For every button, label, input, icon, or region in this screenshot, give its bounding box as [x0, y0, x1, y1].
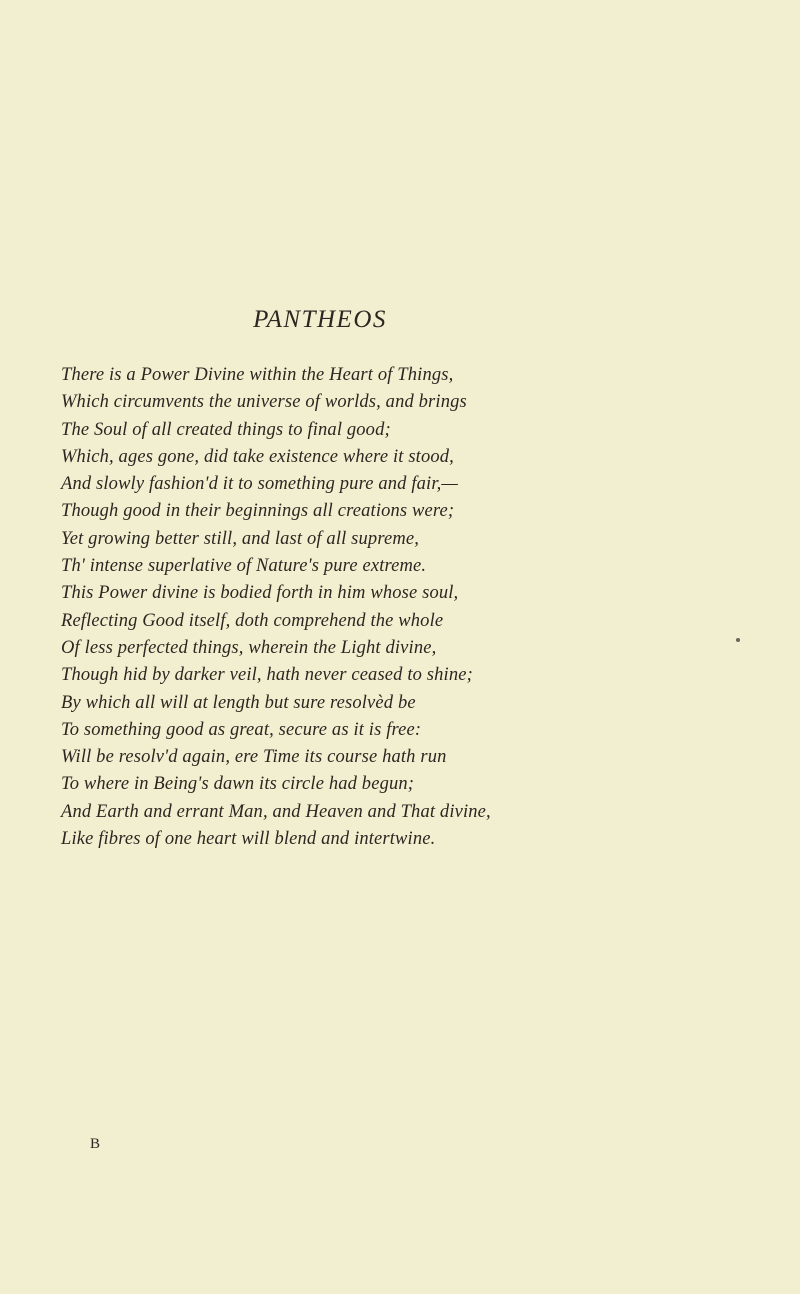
- poem-line: Which, ages gone, did take existence where it stood,: [61, 446, 454, 467]
- poem-line: Reflecting Good itself, doth comprehend the whole: [61, 610, 444, 631]
- poem-line: By which all will at length but sure resolvèd be: [61, 692, 416, 713]
- poem-body: [61, 362, 781, 853]
- poem-line: To where in Being's dawn its circle had begun;: [61, 774, 415, 795]
- poem-line: Th' intense superlative of Nature's pure extreme.: [61, 556, 427, 577]
- poem-line: Will be resolv'd again, ere Time its course hath run: [61, 747, 447, 768]
- poem-line: This Power divine is bodied forth in him whose soul,: [61, 583, 459, 604]
- poem-line: Like fibres of one heart will blend and intertwine.: [61, 829, 436, 850]
- poem-line: Which circumvents the universe of worlds, and brings: [61, 392, 467, 413]
- poem-line: Though hid by darker veil, hath never ceased to shine;: [61, 665, 473, 686]
- poem-line: Of less perfected things, wherein the Light divine,: [61, 637, 437, 658]
- poem-line: Though good in their beginnings all creations were;: [61, 501, 455, 522]
- poem-line: And slowly fashion'd it to something pure and fair,—: [61, 474, 459, 495]
- poem-line: The Soul of all created things to final good;: [61, 419, 391, 440]
- signature-mark: B: [90, 1136, 101, 1152]
- poem-line: And Earth and errant Man, and Heaven and That divine,: [61, 801, 491, 822]
- poem-line: Yet growing better still, and last of all supreme,: [61, 528, 419, 549]
- poem-title: PANTHEOS: [253, 306, 387, 333]
- margin-dot: [736, 638, 740, 642]
- poem-line: To something good as great, secure as it is free:: [61, 719, 422, 740]
- poem-line: There is a Power Divine within the Heart of Things,: [61, 365, 454, 385]
